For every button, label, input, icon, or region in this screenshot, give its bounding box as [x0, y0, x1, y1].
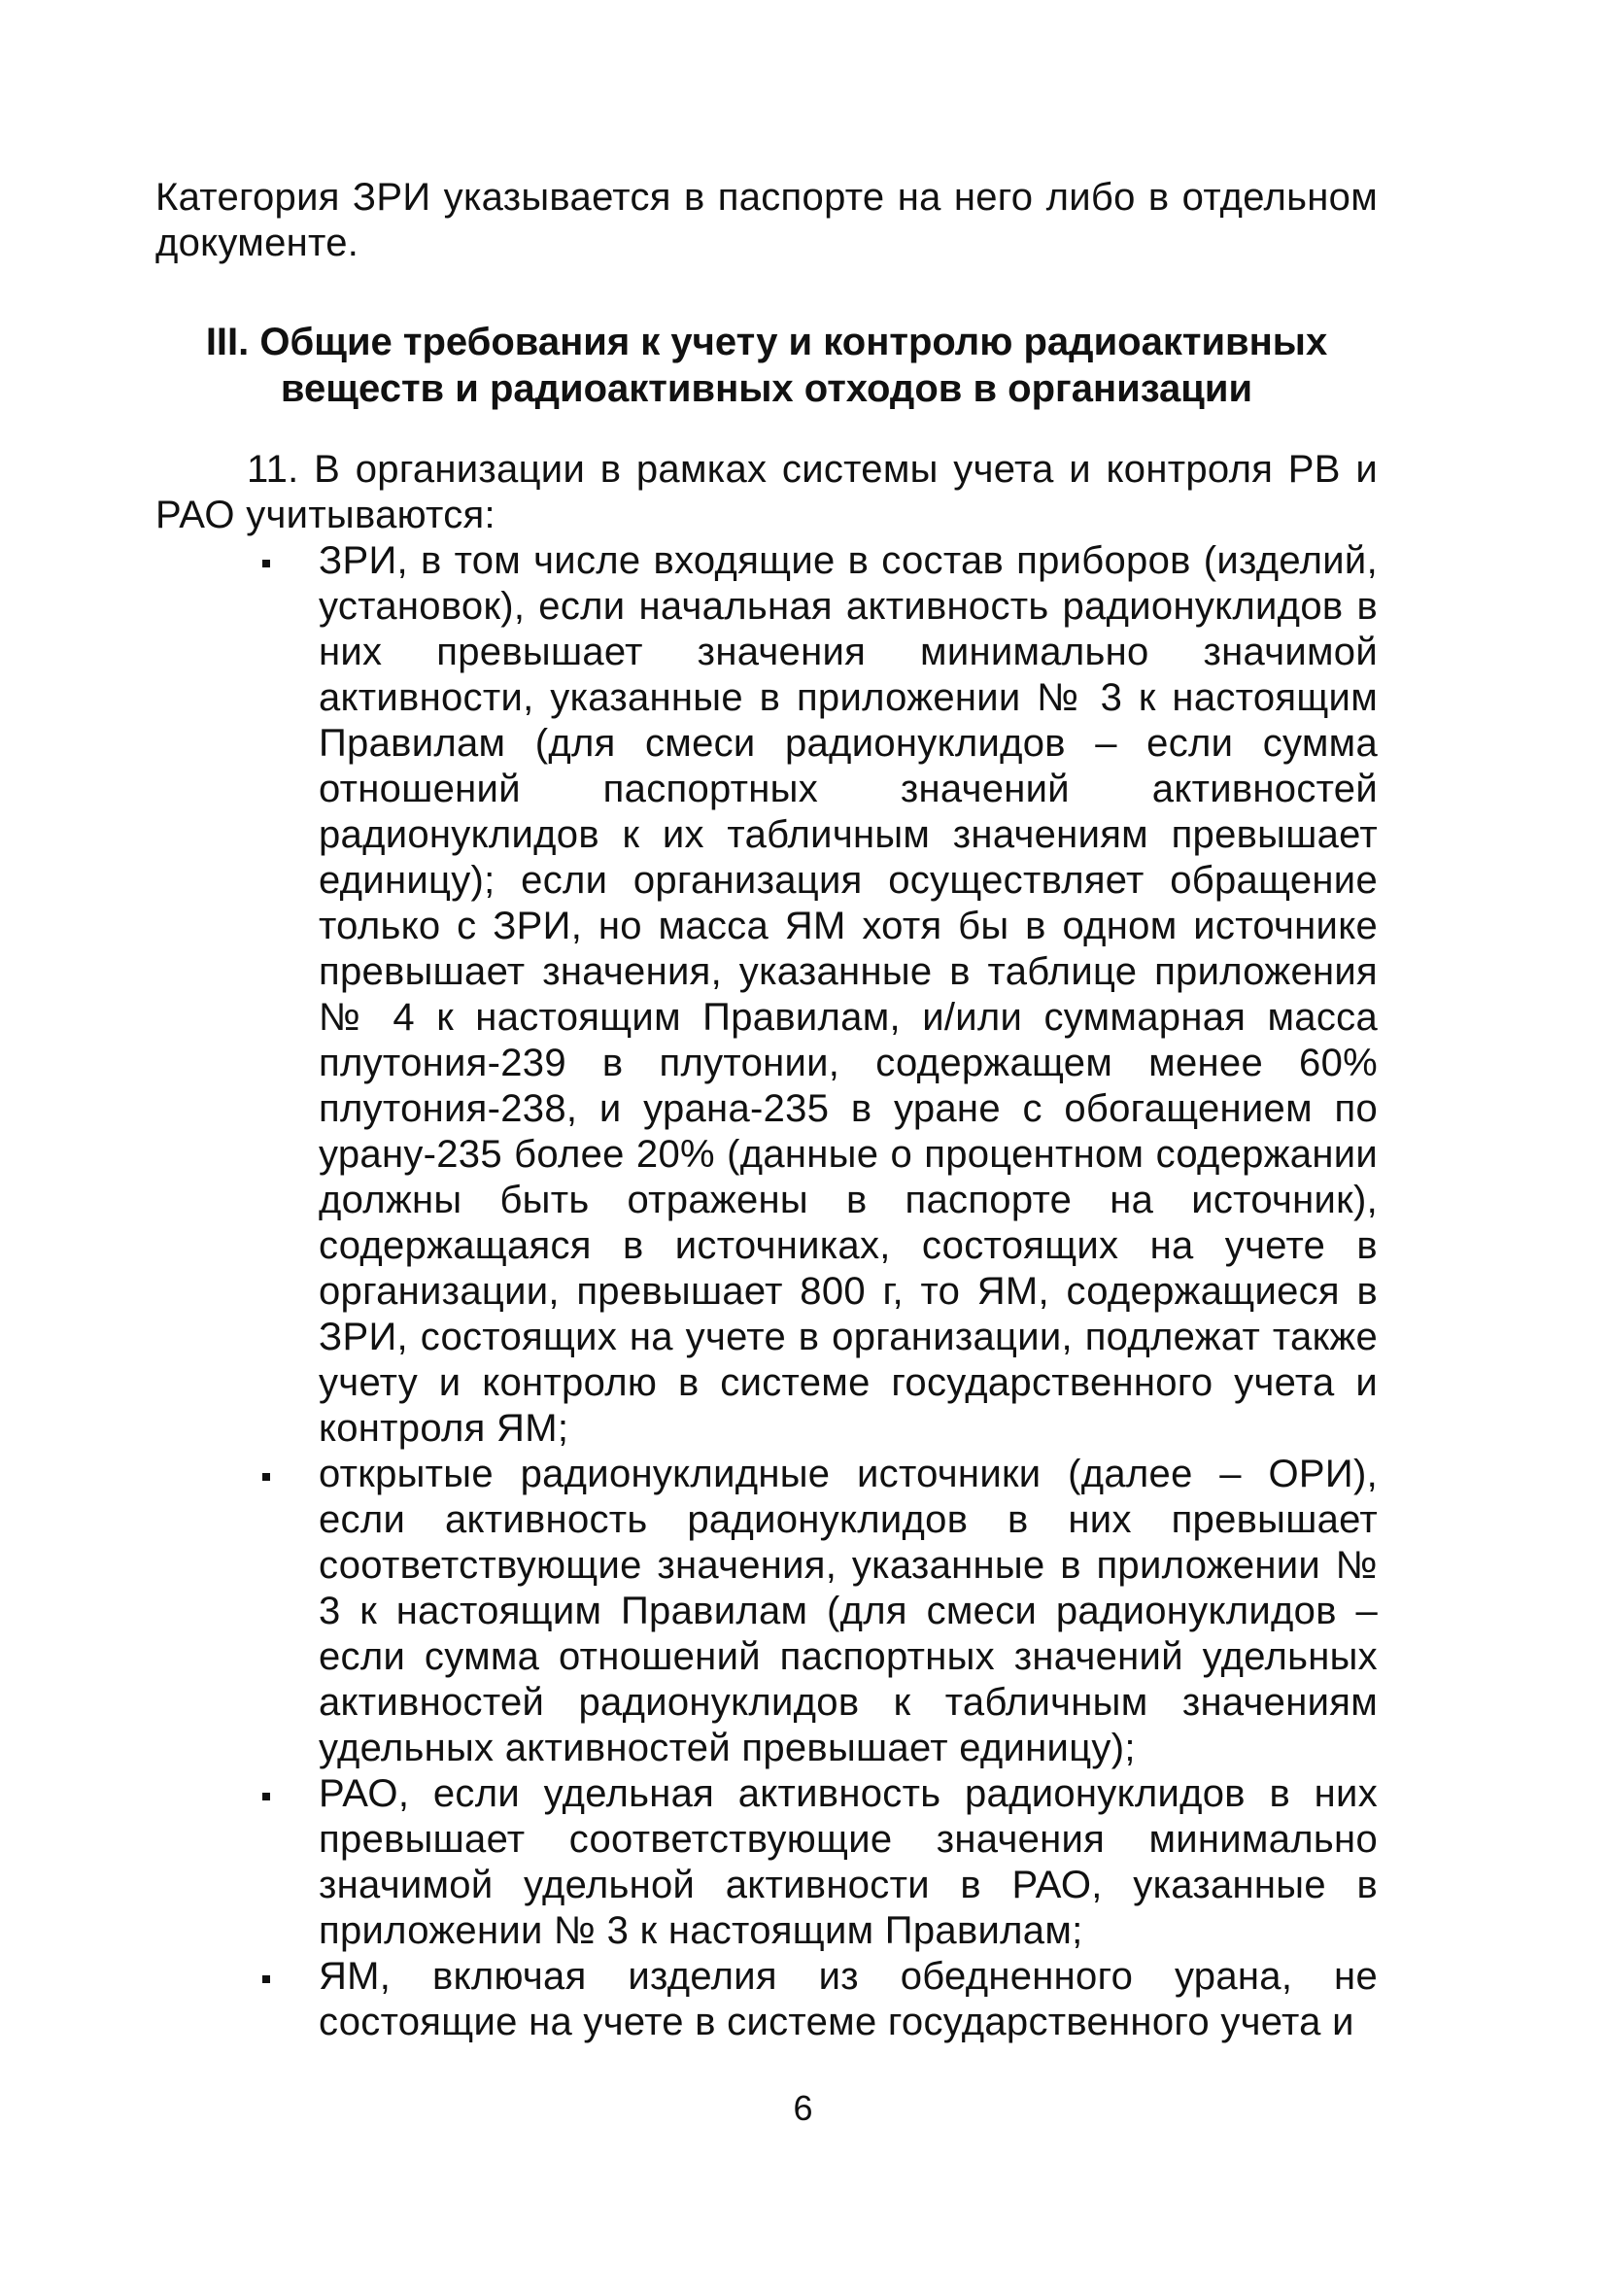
list-item	[155, 538, 1378, 1452]
bullet-marker	[262, 1975, 270, 1983]
intro-paragraph: Категория ЗРИ указывается в паспорте на него либо в отдельном документе.	[155, 176, 1378, 264]
section-heading	[155, 319, 1378, 412]
bullet-marker	[262, 560, 270, 567]
page-number: 6	[793, 2088, 813, 2128]
list-item	[155, 1954, 1378, 2045]
list-item-text: РАО, если удельная активность радионуклидов в них превышает соответствующие значения минимально значимой удельной активности в РАО, указанные в приложении № 3 к настоящим Правилам;	[319, 1772, 1378, 1952]
section-heading-line-2: веществ и радиоактивных отходов в организации	[280, 367, 1253, 410]
list-item-text: ЯМ, включая изделия из обедненного урана, не состоящие на учете в системе государственного учета и	[319, 1955, 1378, 2043]
list-item-text: ЗРИ, в том числе входящие в состав приборов (изделий, установок), если начальная активность радионуклидов в них превышает значения минимально значимой активности, указанные в приложении № 3 к настоящим Правилам (для смеси радионуклидов – если сумма отношений паспортных значений активностей радионуклидов к их табличным значениям превышает единицу); если организация осуществляет обращение только с ЗРИ, но масса ЯМ хотя бы в одном источнике превышает значения, указанные в таблице приложения № 4 к настоящим Правилам, и/или суммарная масса плутония-239 в плутонии, содержащем менее 60% плутония-238, и урана-235 в уране с обогащением по урану-235 более 20% (данные о процентном содержании должны быть отражены в паспорте на источник), содержащаяся в источниках, состоящих на учете в организации, превышает 800 г, то ЯМ, содержащиеся в ЗРИ, состоящих на учете в организации, подлежат также учету и контролю в системе государственного учета и контроля ЯМ;	[319, 539, 1378, 1450]
list-item	[155, 1452, 1378, 1771]
bullet-marker	[262, 1473, 270, 1481]
bullet-list	[155, 538, 1378, 2045]
paragraph-11: 11. В организации в рамках системы учета и контроля РВ и РАО учитываются:	[155, 448, 1378, 536]
list-item-text: открытые радионуклидные источники (далее – ОРИ), если активность радионуклидов в них превышает соответствующие значения, указанные в приложении № 3 к настоящим Правилам (для смеси радионуклидов – если сумма отношений паспортных значений удельных активностей радионуклидов к табличным значениям удельных активностей превышает единицу);	[319, 1453, 1378, 1769]
bullet-marker	[262, 1793, 270, 1800]
section-heading-line-1: III. Общие требования к учету и контролю радиоактивных	[205, 321, 1328, 363]
list-item	[155, 1771, 1378, 1954]
